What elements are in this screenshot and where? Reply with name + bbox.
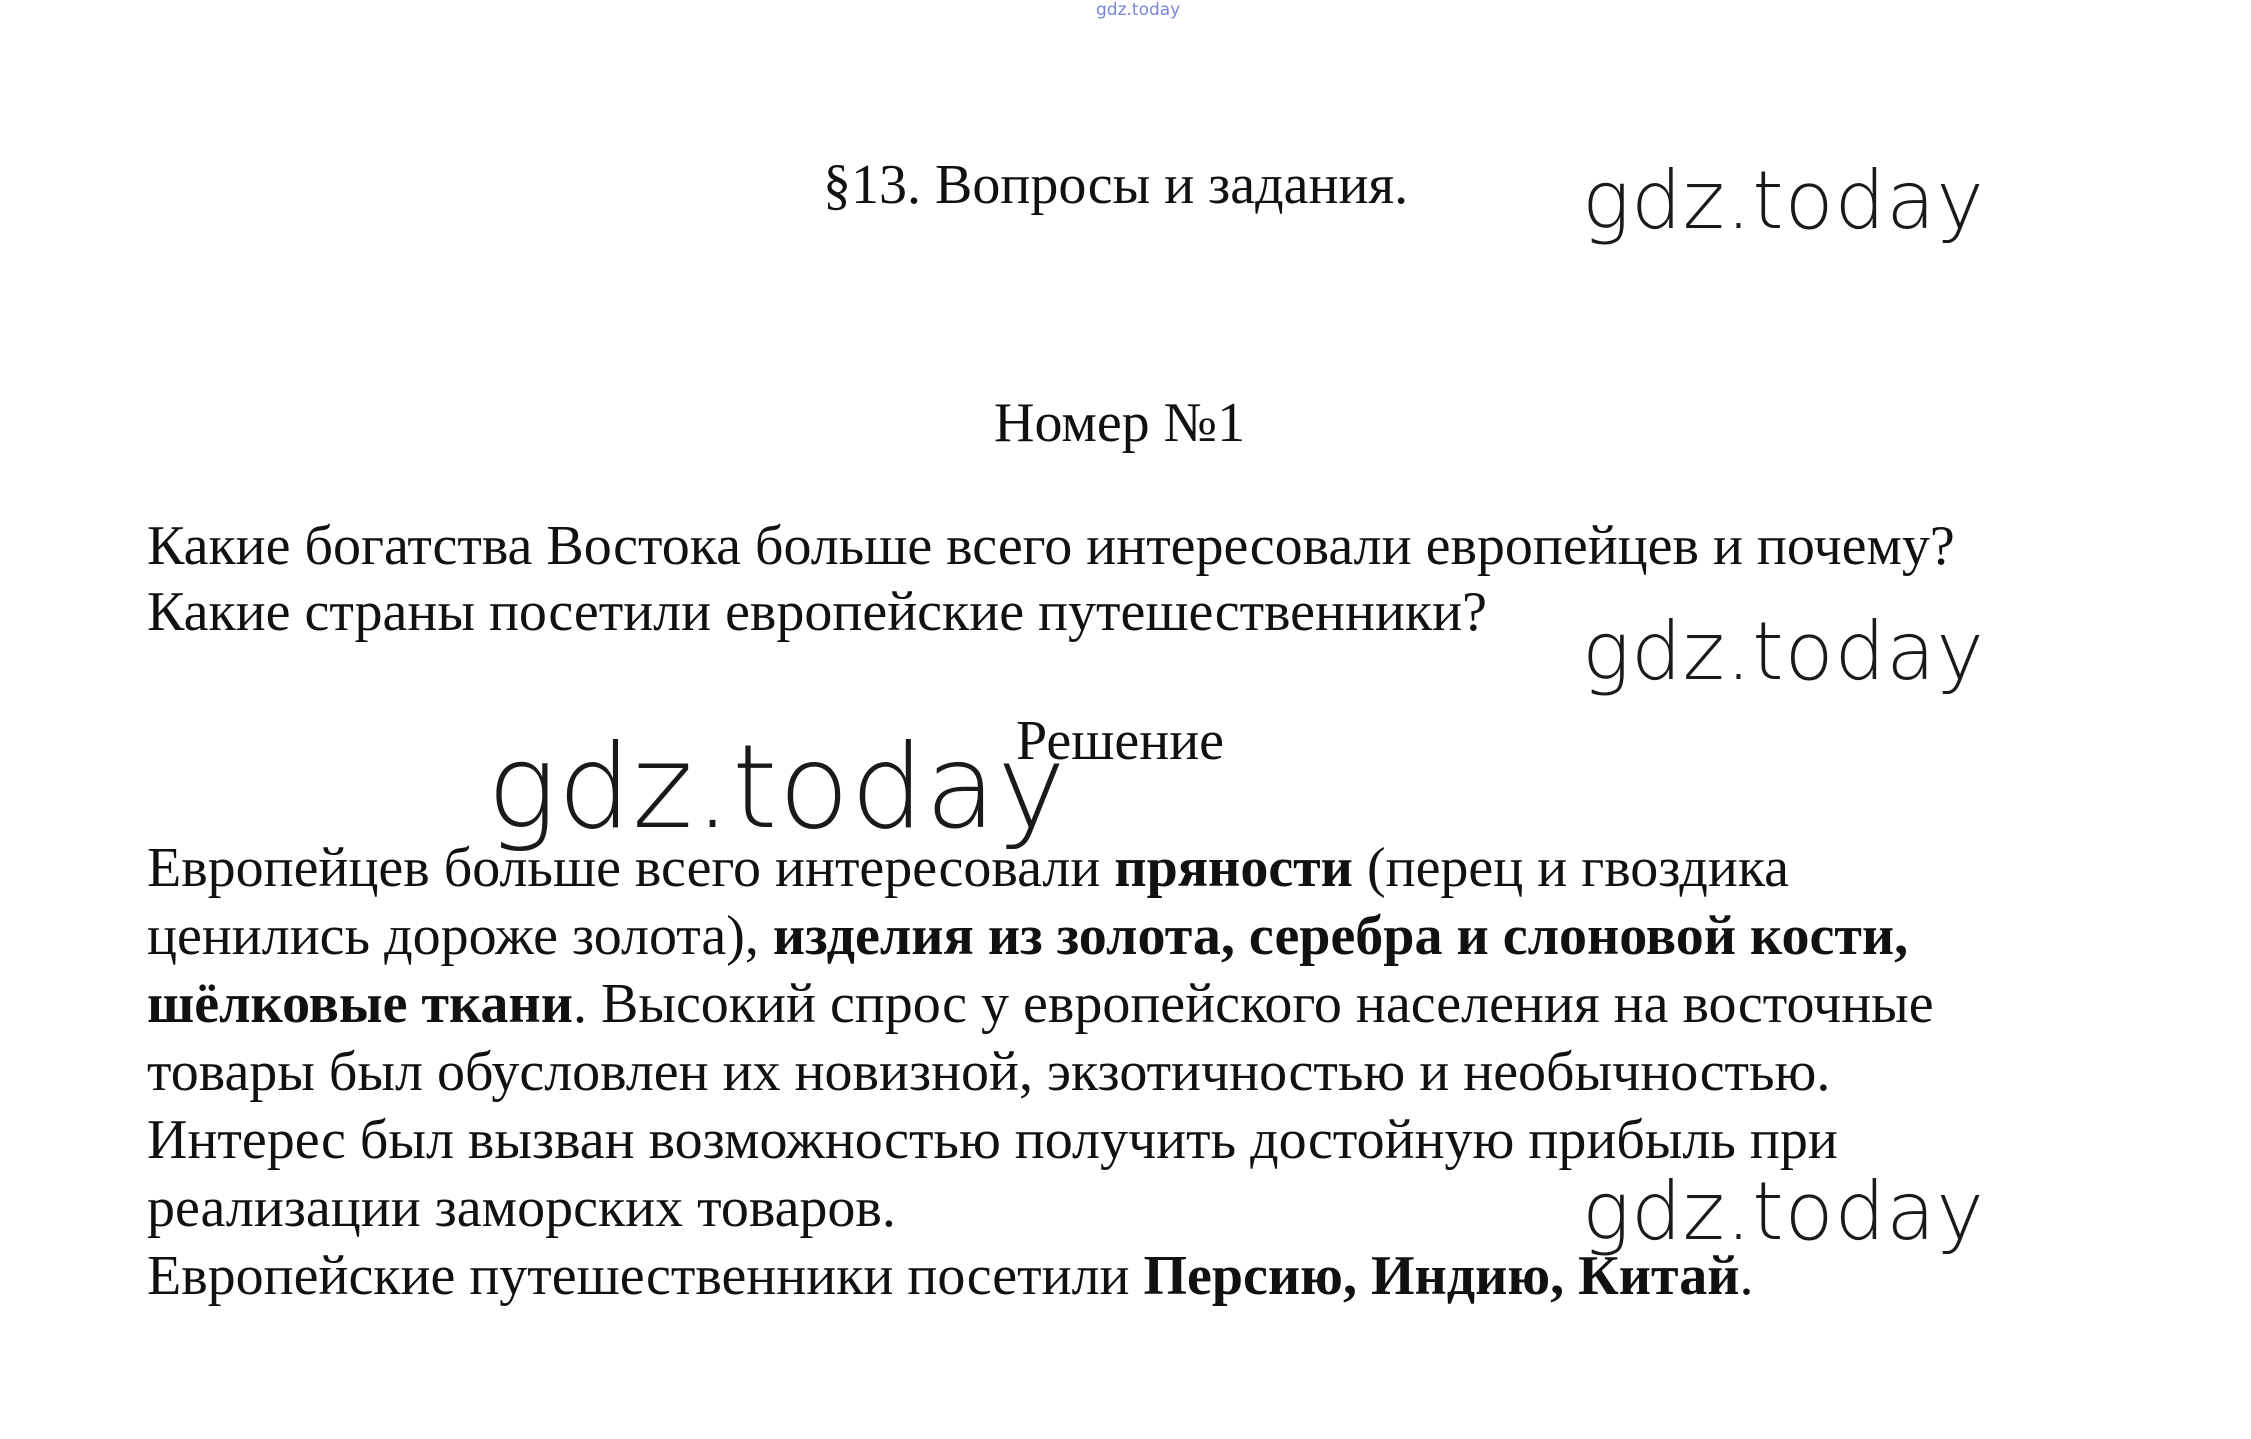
answer-line: шёлковые ткани. Высокий спрос у европейского населения на восточные	[147, 973, 1934, 1035]
top-watermark: gdz.today	[1096, 0, 1181, 20]
answer-line: ценились дороже золота), изделия из золота, серебра и слоновой кости,	[147, 905, 1909, 967]
answer-line: товары был обусловлен их новизной, экзотичностью и необычностью.	[147, 1041, 1831, 1103]
section-title: §13. Вопросы и задания.	[823, 154, 1409, 216]
watermark: gdz.today	[1582, 1165, 1985, 1258]
watermark: gdz.today	[487, 720, 1067, 855]
bold-term: Персию, Индию, Китай	[1143, 1245, 1740, 1307]
question-line-2: Какие страны посетили европейские путешественники?	[147, 581, 1487, 643]
task-title: Номер №1	[994, 392, 1246, 454]
watermark: gdz.today	[1582, 154, 1985, 247]
watermark: gdz.today	[1582, 605, 1985, 698]
question-line-1: Какие богатства Востока больше всего интересовали европейцев и почему?	[147, 515, 1955, 577]
answer-line: Интерес был вызван возможностью получить достойную прибыль при	[147, 1109, 1838, 1171]
bold-term: пряности	[1114, 837, 1353, 899]
answer-line: Европейцев больше всего интересовали пряности (перец и гвоздика	[147, 837, 1790, 899]
bold-term: шёлковые ткани	[147, 973, 573, 1035]
solution-label: Решение	[1016, 710, 1225, 772]
answer-line: реализации заморских товаров.	[147, 1177, 896, 1239]
answer-line: Европейские путешественники посетили Персию, Индию, Китай.	[147, 1245, 1754, 1307]
bold-term: изделия из золота, серебра и слоновой кости,	[772, 905, 1909, 967]
